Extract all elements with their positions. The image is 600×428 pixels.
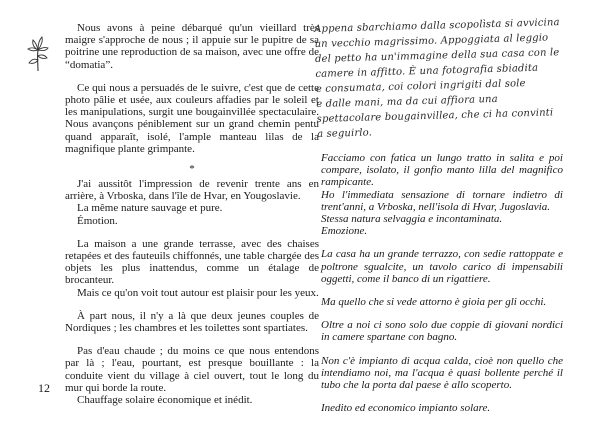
paragraph: Émotion.	[77, 214, 118, 227]
handwritten-line: del petto ha un'immagine della sua casa con le	[314, 47, 560, 65]
paragraph: Emozione.	[321, 225, 368, 238]
paragraph: Nous avons à peine débarqué qu'un vieillard très maigre s'approche de nous ; il appuie sur le pupitre de sa poitrine une reproduction de sa maison, avec une offre de “domatia”.	[65, 22, 319, 71]
flower-ornament-icon	[26, 34, 50, 72]
paragraph: Ho l'immediata sensazione di tornare indietro di trent'anni, a Vrboska, nell'isola di Hvar, Jugoslavia.	[321, 188, 563, 213]
handwritten-line: camere in affitto. È una fotografia sbiadita	[315, 62, 539, 80]
handwritten-line: e dalle mani, ma da cui affiora una	[316, 93, 498, 110]
paragraph: La même nature sauvage et pure.	[77, 202, 223, 215]
section-separator: *	[189, 163, 195, 176]
paragraph: Chauffage solaire économique et inédit.	[77, 394, 253, 407]
handwritten-note	[314, 15, 567, 148]
paragraph: Facciamo con fatica un lungo tratto in salita e poi compare, isolato, il gonfio manto lilla del magnifico rampicante.	[321, 152, 563, 189]
paragraph: À part nous, il n'y a là que deux jeunes couples de Nordiques ; les chambres et les toilettes sont spartiates.	[65, 309, 319, 335]
paragraph: Ma quello che si vede attorno è gioia per gli occhi.	[321, 296, 547, 309]
paragraph: Oltre a noi ci sono solo due coppie di giovani nordici in camere spartane con bagno.	[321, 319, 563, 344]
paragraph: Inedito ed economico impianto solare.	[321, 402, 491, 415]
handwritten-line: spettacolare bougainvillea, che ci ha convinti	[316, 107, 554, 125]
paragraph: Mais ce qu'on voit tout autour est plaisir pour les yeux.	[77, 286, 319, 299]
handwritten-line: Appena sbarchiamo dalla scopolìsta si avvicina	[314, 17, 560, 35]
paragraph: J'ai aussitôt l'impression de revenir trente ans en arrière, à Vrboska, dans l'île de Hvar, en Yougoslavie.	[65, 178, 319, 203]
paragraph: La maison a une grande terrasse, avec des chaises retapées et des fauteuils chiffonnés, une table chargée des objets les plus inattendus, comme un étalage de brocanteur.	[65, 237, 319, 287]
paragraph: Non c'è impianto di acqua calda, cioè non quello che intendiamo noi, ma l'acqua è quasi bollente perché il tubo che la porta dal paese è allo scoperto.	[321, 354, 563, 392]
italian-text-column	[321, 152, 563, 414]
page-number: 12	[38, 381, 50, 395]
paragraph: Stessa natura selvaggia e incontaminata.	[321, 213, 503, 226]
paragraph: Pas d'eau chaude ; du moins ce que nous entendons par là ; l'eau, pourtant, est presque bouillante : la conduite vient du village à ciel ouvert, tout le long du mur qui borde la route.	[65, 345, 319, 394]
handwritten-line: a seguirlo.	[316, 127, 373, 140]
paragraph: La casa ha un grande terrazzo, con sedie rattoppate e poltrone sgualcite, un tavolo carico di impensabili oggetti, come il banco di un rigattiere.	[321, 248, 563, 285]
handwritten-line: un vecchio magrissimo. Appoggiata al leggio	[314, 32, 549, 50]
handwritten-line: e consumata, coi colori ingrigiti dal sole	[315, 78, 526, 95]
paragraph: Ce qui nous a persuadés de le suivre, c'est que de cette photo pâlie et usée, aux couleurs affadies par le soleil et les manipulations, surgit une bougainvillée spectaculaire. Nous avançons péniblement sur un grand chemin pentu quand apparaît, isolé, l'ample manteau lilas de la magnifique plante grimpante.	[65, 81, 319, 155]
french-text-column	[65, 22, 319, 406]
